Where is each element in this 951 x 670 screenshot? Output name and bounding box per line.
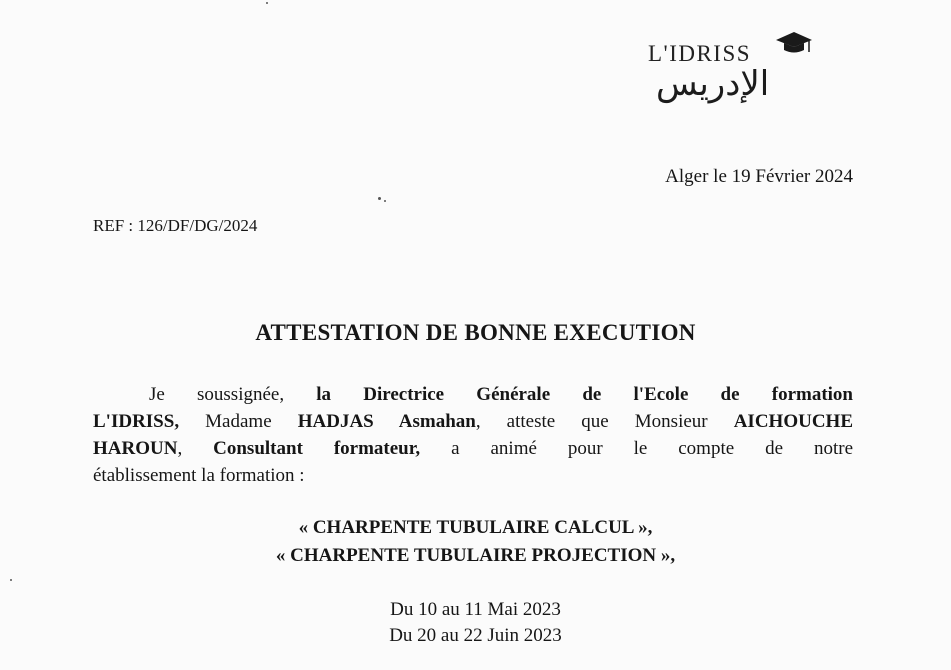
- lidriss-logo: [648, 30, 858, 110]
- session-dates: [0, 597, 951, 649]
- scan-speck: [384, 200, 386, 202]
- course-title: « CHARPENTE TUBULAIRE PROJECTION »,: [275, 545, 676, 566]
- date-line: Alger le 19 Février 2024: [665, 166, 853, 187]
- paragraph-line-4: établissement la formation :: [93, 465, 305, 486]
- paragraph-line-1: Je soussignée, la Directrice Générale de l'Ecole de formation: [149, 384, 854, 405]
- logo-arabic-text: الإدريس: [656, 64, 770, 104]
- course-list: [0, 514, 951, 570]
- attestation-paragraph: [93, 381, 853, 489]
- graduation-cap-icon: [775, 30, 813, 58]
- scan-speck: [10, 579, 12, 581]
- paragraph-line-3: HAROUN, Consultant formateur, a animé pour le compte de notre: [93, 438, 854, 459]
- session-date: Du 10 au 11 Mai 2023: [390, 599, 561, 620]
- scan-speck: [378, 197, 381, 200]
- document-title: ATTESTATION DE BONNE EXECUTION: [255, 320, 696, 345]
- scan-speck: [266, 2, 268, 4]
- course-title: « CHARPENTE TUBULAIRE CALCUL »,: [298, 517, 653, 538]
- session-date: Du 20 au 22 Juin 2023: [389, 625, 562, 646]
- paragraph-line-2: L'IDRISS, Madame HADJAS Asmahan, atteste que Monsieur AICHOUCHE: [93, 411, 853, 432]
- reference-number: REF : 126/DF/DG/2024: [93, 216, 258, 235]
- logo-latin-text: L'IDRISS: [648, 41, 752, 66]
